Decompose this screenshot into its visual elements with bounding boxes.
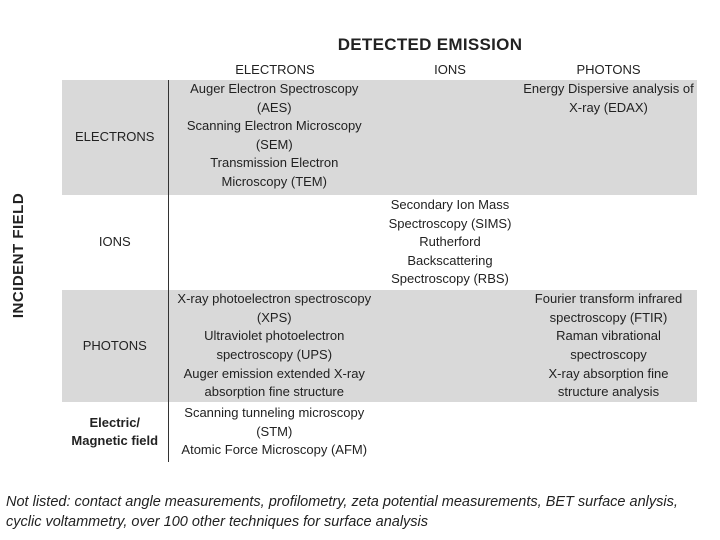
technique-line: spectroscopy [570,347,647,362]
technique-line: Rutherford [419,234,481,250]
matrix-row-electric-magnetic [62,402,697,462]
technique-line: Atomic Force Microscopy (AFM) [181,442,368,458]
technique-line: X-ray (EDAX) [569,99,648,115]
technique-line: X-ray absorption fine [548,365,669,381]
technique-line: spectroscopy (FTIR) [549,309,668,325]
technique-line: (SEM) [255,136,293,152]
row-header-electric-magnetic-field: Electric/ Magnetic field [62,402,168,462]
technique-line: (STM) [256,423,293,439]
footnote: Not listed: contact angle measurements, profilometry, zeta potential measurements, BET surface anlysis, cyclic voltammetry, over 100 other techniques for surface analysis [6,494,678,530]
technique-line: Auger Electron Spectroscopy [190,81,359,96]
cell-ions-ions [380,195,520,290]
technique-line: absorption fine structure [204,384,344,400]
cell-electrons-electrons [168,80,380,195]
diagram-title: DETECTED EMISSION [337,35,523,54]
technique-line: X-ray photoelectron spectroscopy [177,291,372,307]
row-header-electrons: ELECTRONS [62,80,168,195]
technique-line: spectroscopy (UPS) [216,347,333,362]
cell-field-ions [380,402,520,462]
cell-field-photons [520,402,697,462]
cell-electrons-ions [380,80,520,195]
technique-line: structure analysis [557,384,660,400]
technique-line: (AES) [256,99,292,115]
cell-electrons-photons [520,80,697,195]
cell-photons-photons [520,290,697,402]
technique-matrix [62,80,697,462]
row-header-ions: IONS [62,195,168,290]
column-header-electrons: ELECTRONS [235,62,315,77]
technique-line: Fourier transform infrared [534,291,683,307]
technique-line: Scanning Electron Microscopy [186,118,362,134]
technique-line: Spectroscopy (RBS) [391,271,509,287]
technique-line: Transmission Electron [210,155,339,171]
technique-line: Microscopy (TEM) [221,173,327,189]
row-header-photons: PHOTONS [62,290,168,402]
cell-field-electrons [168,402,380,462]
technique-line: Secondary Ion Mass [390,197,510,213]
technique-line: Energy Dispersive analysis of [523,81,694,96]
matrix-row-ions [62,195,697,290]
cell-ions-photons [520,195,697,290]
technique-line: Raman vibrational [556,328,661,344]
cell-ions-electrons [168,195,380,290]
technique-line: Scanning tunneling microscopy [184,405,365,421]
technique-line: Spectroscopy (SIMS) [388,215,512,231]
technique-line: Auger emission extended X-ray [183,365,365,381]
column-header-ions: IONS [434,62,466,77]
cell-photons-ions [380,290,520,402]
technique-line: (XPS) [256,309,292,325]
matrix-row-photons [62,290,697,402]
incident-field-axis-label: INCIDENT FIELD [10,192,28,318]
column-header-photons: PHOTONS [576,62,641,77]
matrix-row-electrons [62,80,697,195]
cell-photons-electrons [168,290,380,402]
technique-line: Ultraviolet photoelectron [204,328,345,344]
technique-line: Backscattering [407,252,493,268]
